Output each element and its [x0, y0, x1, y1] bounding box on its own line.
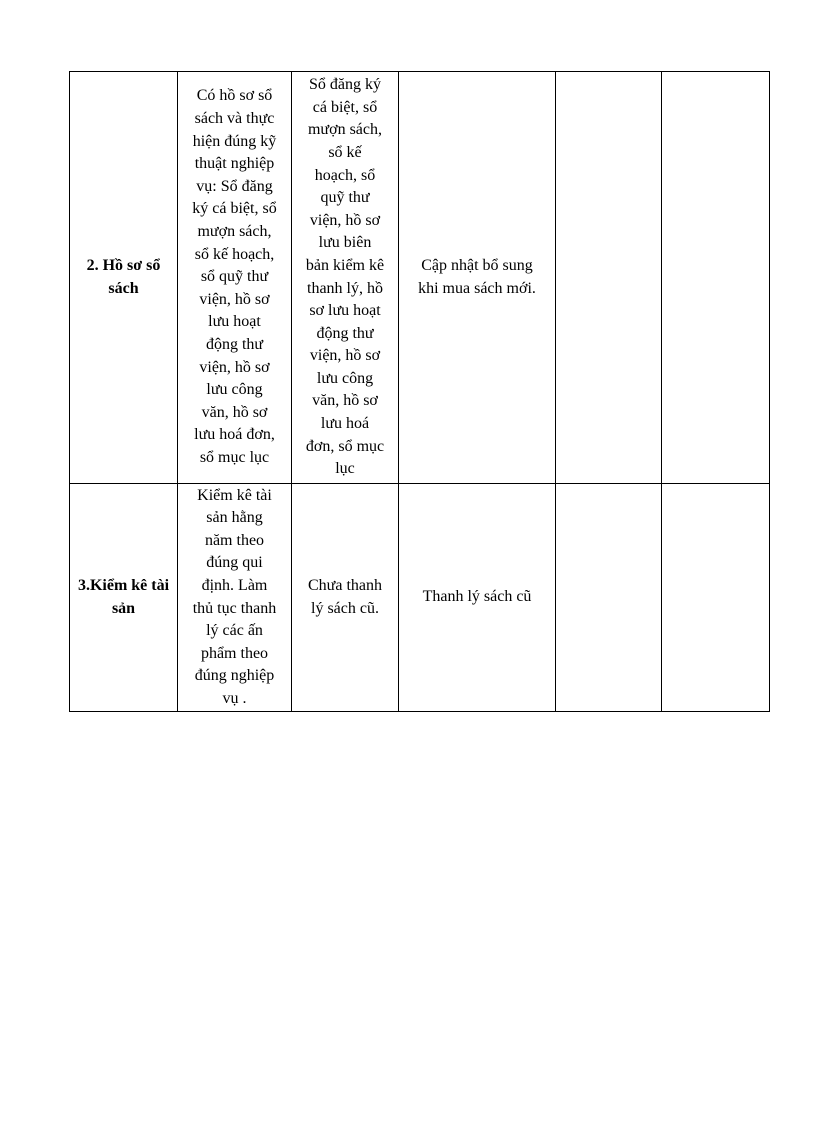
empty-cell [662, 484, 770, 712]
empty-cell [556, 72, 662, 484]
solution-text: Cập nhật bổ sung khi mua sách mới. [418, 256, 536, 297]
requirement-cell [178, 72, 292, 484]
table-row [70, 484, 770, 712]
solution-cell [399, 484, 556, 712]
solution-cell [399, 72, 556, 484]
assessment-table [69, 71, 770, 712]
criteria-text: 3.Kiểm kê tài sản [77, 576, 170, 617]
criteria-cell [70, 484, 178, 712]
requirement-text: Có hồ sơ sổ sách và thực hiện đúng kỹ thuật nghiệp vụ: Sổ đăng ký cá biệt, sổ mượn sách, sổ kế hoạch, sổ quỹ thư viện, hồ sơ lưu hoạt động thư viện, hồ sơ lưu công văn, hồ sơ lưu hoá đơn, sổ mục lục [192, 87, 277, 466]
current-status-text: Chưa thanh lý sách cũ. [308, 576, 382, 617]
empty-cell [556, 484, 662, 712]
solution-text: Thanh lý sách cũ [422, 588, 532, 606]
criteria-text: 2. Hồ sơ sổ sách [86, 256, 161, 297]
current-status-cell [292, 72, 399, 484]
table-row [70, 72, 770, 484]
empty-cell [662, 72, 770, 484]
current-status-cell [292, 484, 399, 712]
criteria-cell [70, 72, 178, 484]
current-status-text: Sổ đăng ký cá biệt, sổ mượn sách, sổ kế hoạch, sổ quỹ thư viện, hồ sơ lưu biên bản kiểm kê thanh lý, hồ sơ lưu hoạt động thư viện, hồ sơ lưu công văn, hồ sơ lưu hoá đơn, sổ mục lục [305, 76, 385, 478]
requirement-text: Kiểm kê tài sản hằng năm theo đúng qui định. Làm thủ tục thanh lý các ấn phẩm theo đúng nghiệp vụ . [192, 486, 277, 707]
requirement-cell [178, 484, 292, 712]
